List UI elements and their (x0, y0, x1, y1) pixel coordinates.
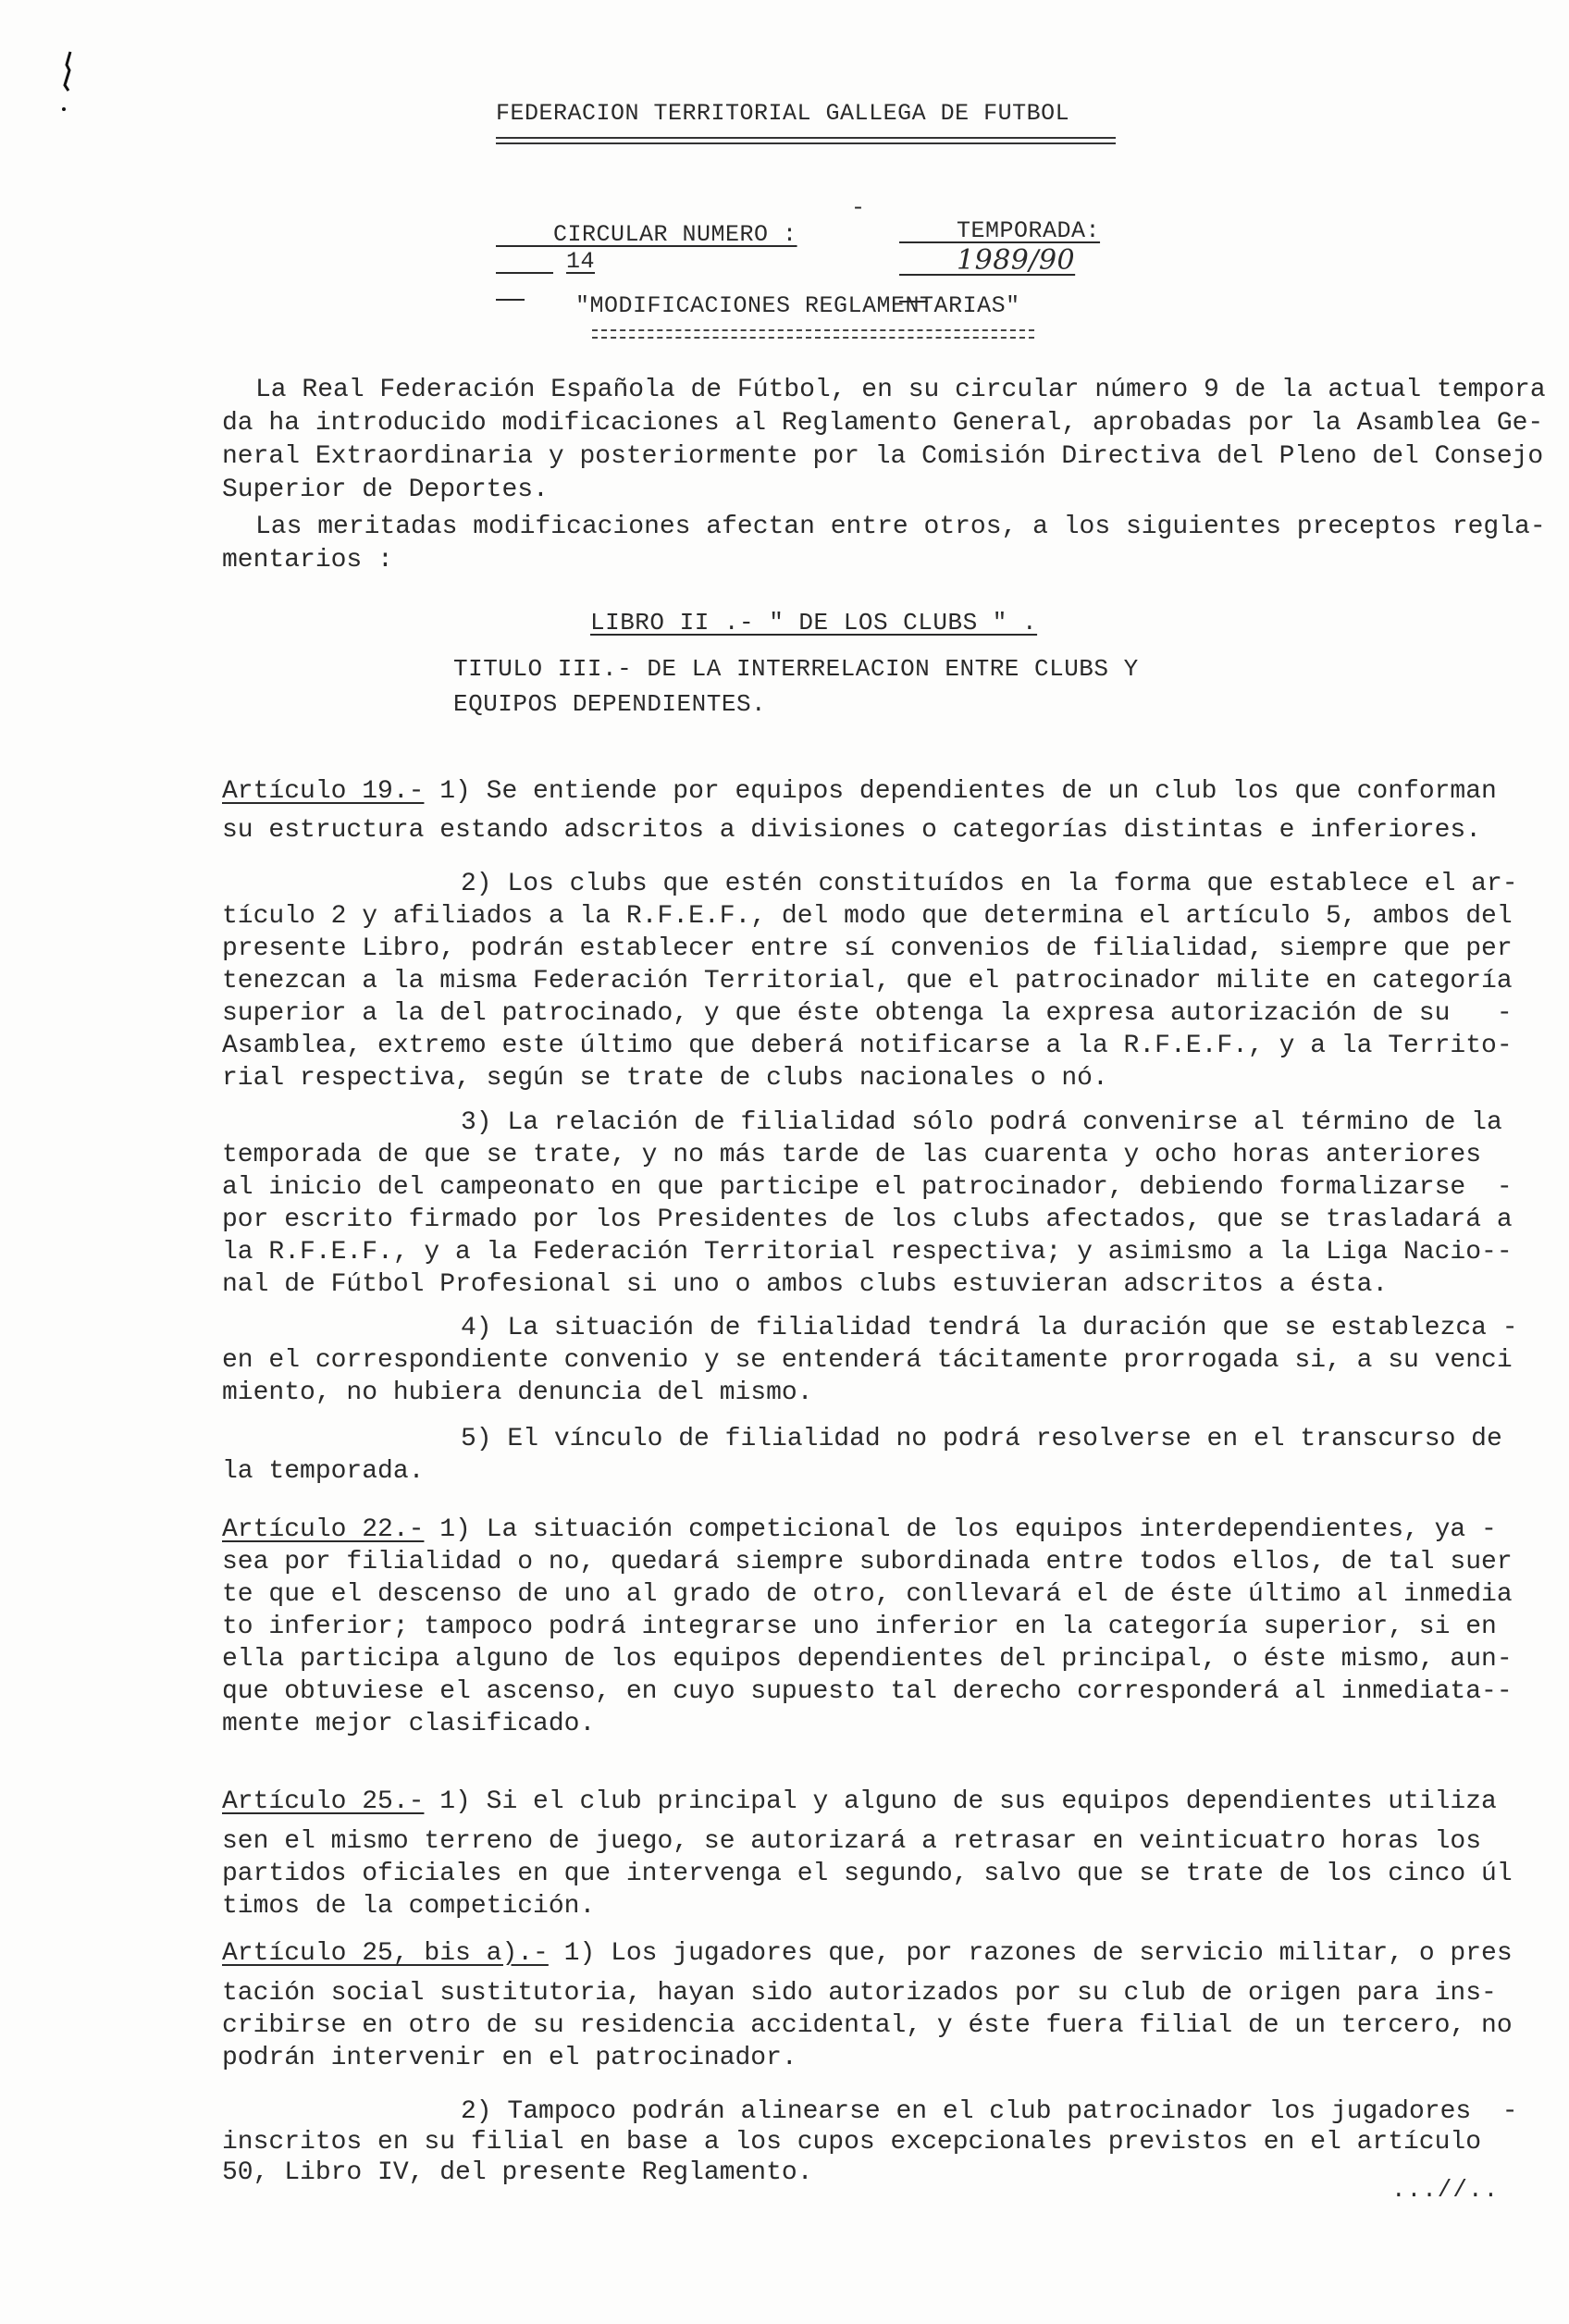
article-22-line: ella participa alguno de los equipos dependientes del principal, o éste mismo, aun- (222, 1645, 1513, 1674)
article-22 (222, 1514, 1545, 1740)
article-25-bis (222, 1937, 1545, 2074)
title-iii-line-2: EQUIPOS DEPENDIENTES. (453, 690, 767, 718)
intro-p2-line: Las meritadas modificaciones afectan entre otros, a los siguientes preceptos regla- (255, 513, 1546, 541)
season-line (899, 191, 1100, 303)
season-value: 1989/90 (957, 244, 1076, 277)
article-19-p3-line: al inicio del campeonato en que participe el patrocinador, debiendo formalizarse - (222, 1173, 1513, 1202)
circular-separator: - (851, 194, 866, 221)
title-iii-line-1: TITULO III.- DE LA INTERRELACION ENTRE CLUBS Y (453, 655, 1139, 683)
intro-p1-line: La Real Federación Española de Fútbol, en su circular número 9 de la actual tempora (255, 376, 1546, 404)
article-19-p3-line: por escrito firmado por los Presidentes de los clubs afectados, que se trasladará a (222, 1205, 1513, 1234)
article-19-para-2 (222, 868, 1545, 1094)
article-25-first-line (222, 1786, 1545, 1818)
article-25-bis-first-line (222, 1937, 1545, 1970)
article-19-para-3 (222, 1106, 1545, 1301)
article-22-line: mente mejor clasificado. (222, 1710, 596, 1738)
article-25-bis-text: 1) Los jugadores que, por razones de servicio militar, o pres (548, 1939, 1513, 1968)
article-25-bis-line: tación social sustitutoria, hayan sido autorizados por su club de origen para ins- (222, 1979, 1497, 2008)
article-19-para-5 (222, 1423, 1545, 1488)
article-19-p2-line: 2) Los clubs que estén constituídos en la forma que establece el ar- (461, 870, 1518, 898)
article-19-first-line (222, 775, 1545, 809)
intro-p1-line: neral Extraordinaria y posteriormente por la Comisión Directiva del Pleno del Consejo (222, 442, 1544, 471)
article-25-line: partidos oficiales en que intervenga el segundo, salvo que se trate de los cinco úl (222, 1860, 1513, 1888)
article-25 (222, 1786, 1545, 1922)
article-19 (222, 775, 1545, 847)
article-22-text: 1) La situación competicional de los equipos interdependientes, ya - (424, 1515, 1497, 1544)
article-19-p2-line: tenezcan a la misma Federación Territorial, que el patrocinador milite en categoría (222, 967, 1513, 995)
article-22-first-line (222, 1514, 1545, 1546)
article-19-p4-line: 4) La situación de filialidad tendrá la duración que se establezca - (461, 1314, 1518, 1342)
article-19-p3-line: nal de Fútbol Profesional si uno o ambos clubs estuvieran adscritos a ésta. (222, 1270, 1389, 1299)
article-19-label: Artículo 19.- (222, 777, 425, 806)
article-19-text: 1) Se entiende por equipos dependientes de un club los que conforman (424, 777, 1497, 806)
article-19-p4-line: miento, no hubiera denuncia del mismo. (222, 1378, 813, 1407)
article-25-bis-line: cribirse en otro de su residencia accidental, y éste fuera filial de un tercero, no (222, 2011, 1513, 2040)
federation-title: FEDERACION TERRITORIAL GALLEGA DE FUTBOL (496, 100, 1070, 127)
title-underline (592, 329, 1034, 339)
article-19-p2-line: superior a la del patrocinado, y que éste obtenga la expresa autorización de su - (222, 999, 1513, 1028)
article-19-p3-line: la R.F.E.F., y a la Federación Territorial respectiva; y asimismo a la Liga Nacio-- (222, 1238, 1513, 1267)
article-25-bis-para-2 (222, 2096, 1545, 2188)
document-title: "MODIFICACIONES REGLAMENTARIAS" (575, 292, 1020, 319)
article-25-bis-label: Artículo 25, bis a).- (222, 1939, 549, 1968)
article-25-bis-p2-line: 2) Tampoco podrán alinearse en el club patrocinador los jugadores - (461, 2097, 1518, 2126)
article-25-bis-p2-line: 50, Libro IV, del presente Reglamento. (222, 2158, 813, 2187)
season-label: TEMPORADA: (957, 217, 1101, 244)
article-19-p2-line: rial respectiva, según se trate de clubs nacionales o nó. (222, 1064, 1108, 1093)
article-19-p5-line: la temporada. (222, 1457, 425, 1486)
article-25-line: timos de la competición. (222, 1892, 596, 1921)
article-25-text: 1) Si el club principal y alguno de sus equipos dependientes utiliza (424, 1787, 1497, 1816)
article-19-p3-line: 3) La relación de filialidad sólo podrá convenirse al término de la (461, 1108, 1502, 1137)
article-22-line: te que el descenso de uno al grado de otro, conllevará el de éste último al inmedia (222, 1580, 1513, 1609)
intro-p1-line: Superior de Deportes. (222, 476, 549, 504)
circular-line (496, 194, 797, 302)
article-19-p5-line: 5) El vínculo de filialidad no podrá resolverse en el transcurso de (461, 1425, 1502, 1453)
article-19-para-4 (222, 1312, 1545, 1409)
article-22-label: Artículo 22.- (222, 1515, 425, 1544)
federation-underline (496, 137, 1116, 144)
article-19-p4-line: en el correspondiente convenio y se entenderá tácitamente prorrogada si, a su venci (222, 1346, 1513, 1375)
article-19-p2-line: tículo 2 y afiliados a la R.F.E.F., del modo que determina el artículo 5, ambos del (222, 902, 1513, 931)
article-22-line: sea por filialidad o no, quedará siempre subordinada entre todos ellos, de tal suer (222, 1548, 1513, 1576)
article-25-bis-line: podrán intervenir en el patrocinador. (222, 2044, 797, 2072)
circular-label: CIRCULAR NUMERO : (553, 221, 797, 248)
article-25-bis-p2-line: inscritos en su filial en base a los cupos excepcionales previstos en el artículo (222, 2128, 1482, 2157)
article-19-line: su estructura estando adscritos a divisiones o categorías distintas e inferiores. (222, 816, 1482, 845)
intro-p1-line: da ha introducido modificaciones al Reglamento General, aprobadas por la Asamblea Ge- (222, 409, 1544, 438)
article-22-line: to inferior; tampoco podrá integrarse uno inferior en la categoría superior, si en (222, 1613, 1497, 1641)
article-25-line: sen el mismo terreno de juego, se autorizará a retrasar en veinticuatro horas los (222, 1827, 1482, 1856)
continuation-mark: ...//.. (1391, 2176, 1500, 2204)
intro-p2-line: mentarios : (222, 546, 393, 575)
article-19-p2-line: presente Libro, podrán establecer entre sí convenios de filialidad, siempre que per (222, 934, 1513, 963)
article-19-p3-line: temporada de que se trate, y no más tarde de las cuarenta y ocho horas anteriores (222, 1141, 1482, 1169)
intro-paragraph-1 (222, 374, 1546, 507)
intro-paragraph-2 (222, 511, 1546, 577)
article-22-line: que obtuviese el ascenso, en cuyo supuesto tal derecho corresponderá al inmediata-- (222, 1677, 1513, 1706)
circular-number: 14 (566, 248, 596, 275)
book-title: LIBRO II .- " DE LOS CLUBS " . (590, 609, 1038, 637)
article-25-label: Artículo 25.- (222, 1787, 425, 1816)
punch-mark (61, 48, 74, 113)
article-19-p2-line: Asamblea, extremo este último que deberá notificarse a la R.F.E.F., y a la Territo- (222, 1032, 1513, 1060)
